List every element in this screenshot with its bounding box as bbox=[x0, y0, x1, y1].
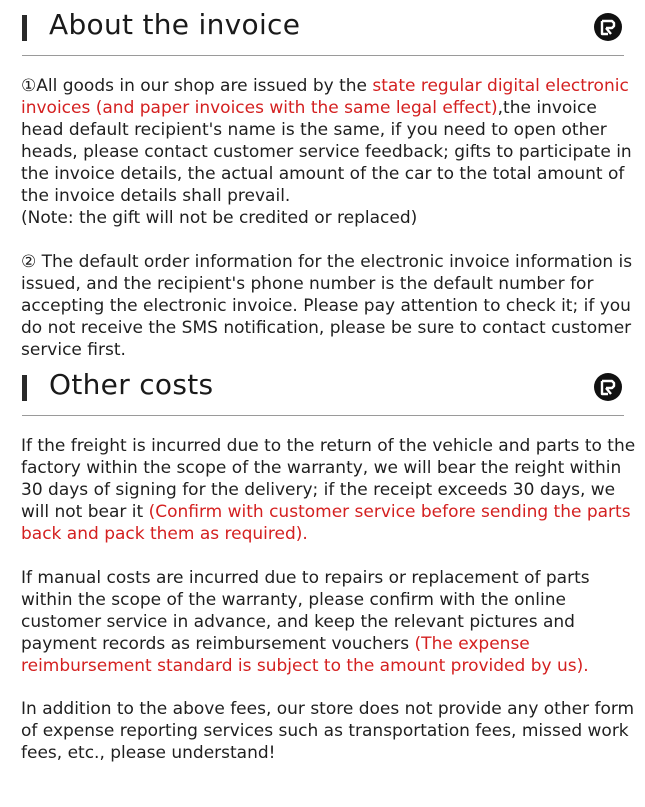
invoice-highlight: state regular digital electronic invoices (and paper invoices with the same legal effect) bbox=[21, 76, 629, 118]
costs-paragraph-1-text: If the freight is incurred due to the return of the vehicle and parts to the factory within the scope of the warranty, we will bear the reight within 30 days of signing for the delivery; if the receipt exceeds 30 days, we will not bear it bbox=[21, 436, 636, 522]
invoice-note: (Note: the gift will not be credited or replaced) bbox=[21, 208, 418, 228]
invoice-paragraph-1-prefix: ①All goods in our shop are issued by the bbox=[21, 76, 373, 96]
section-bar bbox=[22, 15, 27, 41]
costs-paragraph-1-highlight: (Confirm with customer service before sending the parts back and pack them as required). bbox=[21, 502, 631, 544]
costs-section-title: Other costs bbox=[49, 368, 214, 401]
costs-section-header bbox=[22, 366, 624, 416]
brand-logo-icon bbox=[594, 373, 622, 401]
invoice-paragraph-1-suffix: ,the invoice head default recipient's name is the same, if you need to open other heads, please contact customer service feedback; gifts to participate in the invoice details, the actual amount of the car to the total amount of the invoice details shall prevail. bbox=[21, 98, 632, 206]
brand-logo-icon bbox=[594, 13, 622, 41]
invoice-paragraph-1 bbox=[21, 75, 639, 207]
costs-paragraph-1 bbox=[21, 435, 639, 545]
invoice-paragraph-2: ② The default order information for the electronic invoice information is issued, and the recipient's phone number is the default number for accepting the electronic invoice. Please pay attention to check it; if you do not receive the SMS notification, please be sure to contact customer service first. bbox=[21, 252, 633, 360]
costs-paragraph-2-highlight: (The expense reimbursement standard is subject to the amount provided by us). bbox=[21, 634, 589, 676]
invoice-section-title: About the invoice bbox=[49, 8, 301, 41]
costs-paragraph-2-text: If manual costs are incurred due to repairs or replacement of parts within the scope of the warranty, please confirm with the online customer service in advance, and keep the relevant pictures and payment records as reimbursement vouchers bbox=[21, 568, 590, 654]
costs-paragraph-2 bbox=[21, 567, 639, 677]
invoice-section-header bbox=[22, 6, 624, 56]
section-bar bbox=[22, 375, 27, 401]
costs-paragraph-3: In addition to the above fees, our store does not provide any other form of expense reporting services such as transportation fees, missed work fees, etc., please understand! bbox=[21, 699, 635, 763]
